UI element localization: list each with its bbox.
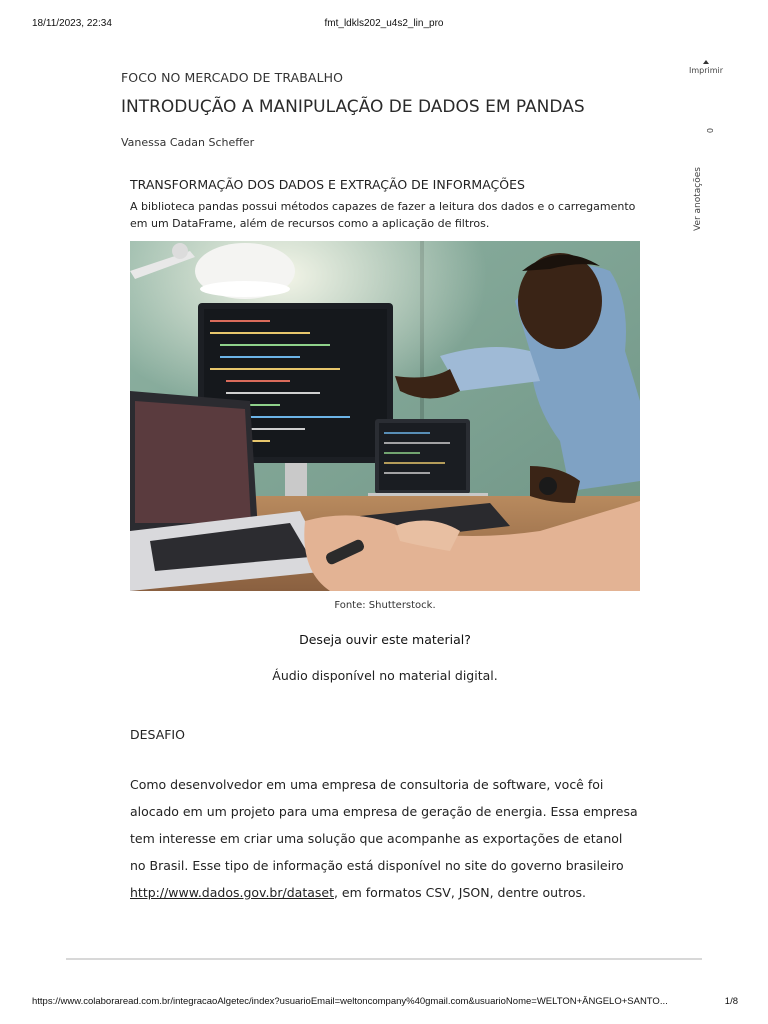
hero-image [130,241,640,591]
audio-question: Deseja ouvir este material? [299,632,471,647]
annotations-count: 0 [704,127,714,134]
print-document-title: fmt_ldkls202_u4s2_lin_pro [324,18,444,29]
print-label: Imprimir [688,66,724,75]
page-divider [66,958,702,960]
challenge-text [130,771,640,906]
section-title: TRANSFORMAÇÃO DOS DADOS E EXTRAÇÃO DE INFORMAÇÕES [130,177,525,192]
challenge-heading: DESAFIO [130,727,185,742]
view-annotations-button[interactable]: Ver anotações [693,167,703,232]
section-kicker: FOCO NO MERCADO DE TRABALHO [121,70,344,85]
audio-availability: Áudio disponível no material digital. [272,668,498,683]
print-button[interactable] [686,60,726,75]
challenge-text-end: , em formatos CSV, JSON, dentre outros. [333,885,586,900]
print-icon [703,60,709,64]
print-datetime: 18/11/2023, 22:34 [32,18,112,29]
author-name: Vanessa Cadan Scheffer [121,136,255,149]
section-description: A biblioteca pandas possui métodos capazes de fazer a leitura dos dados e o carregamento em um DataFrame, além de recursos como a aplicação de filtros. [130,200,636,230]
page-title: INTRODUÇÃO A MANIPULAÇÃO DE DADOS EM PANDAS [121,97,585,117]
print-url: https://www.colaboraread.com.br/integracaoAlgetec/index?usuarioEmail=weltoncompany%40gmail.com&usuarioNome=WELTON+ÂNGELO+SANTO... [32,996,668,1007]
image-caption: Fonte: Shutterstock. [334,600,436,611]
developers-at-computers-illustration [130,241,640,591]
dataset-link[interactable]: http://www.dados.gov.br/dataset [130,885,334,900]
challenge-text-intro: Como desenvolvedor em uma empresa de consultoria de software, você foi alocado em um projeto para uma empresa de geração de energia. Essa empresa tem interesse em criar uma solução que acompanhe as exportações de etanol no Brasil. Esse tipo de informação está disponível no site do governo brasileiro [130,777,638,873]
page-number: 1/8 [724,996,738,1007]
